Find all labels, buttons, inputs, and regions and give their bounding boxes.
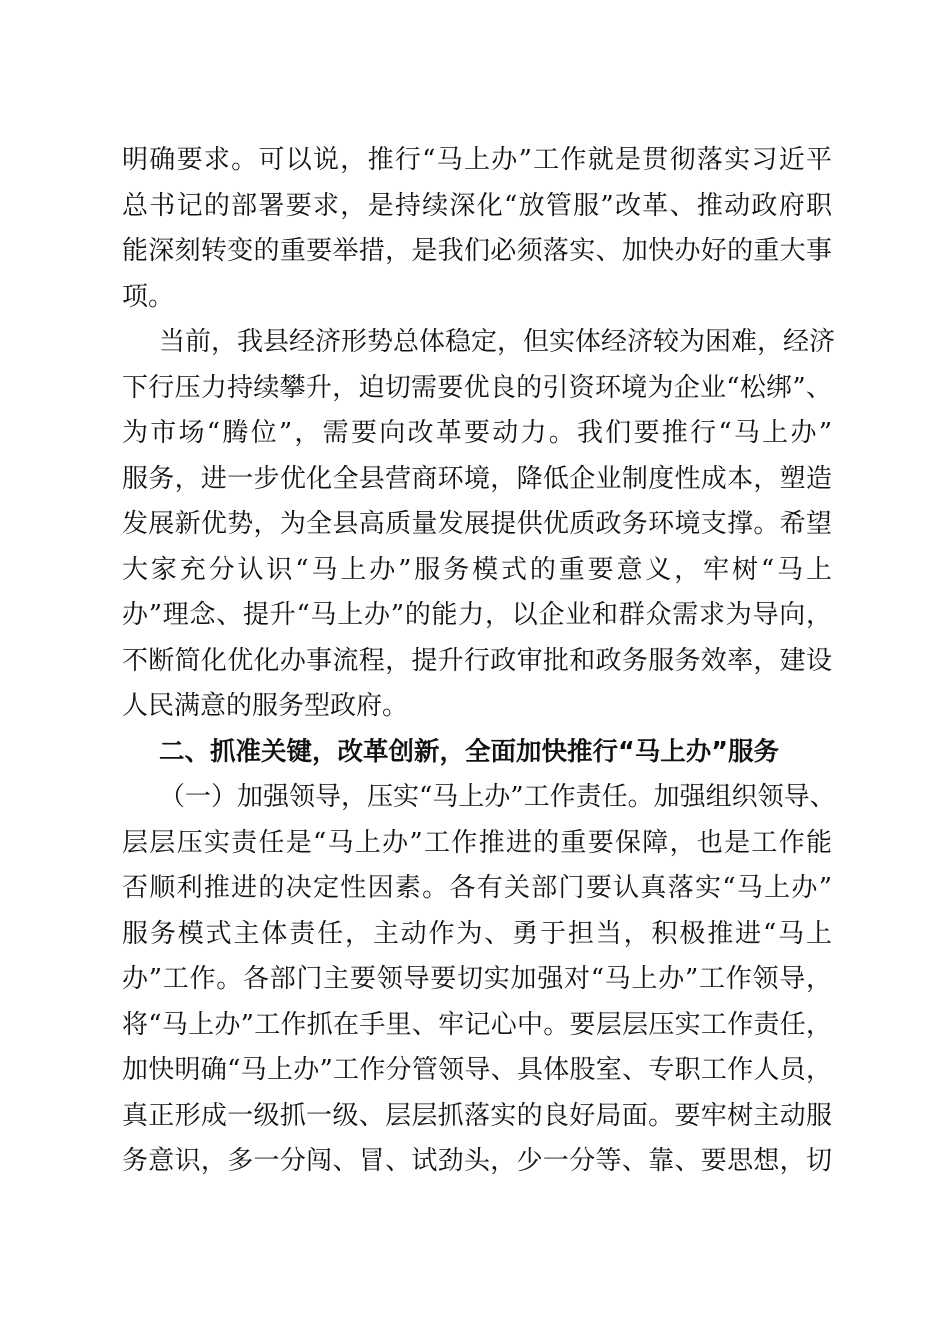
heading-line: 二、抓准关键，改革创新，全面加快推行“马上办”服务: [159, 736, 780, 767]
text-line: 发展新优势，为全县高质量发展提供优质政务环境支撑。希望: [122, 509, 832, 539]
text-line: 不断简化优化办事流程，提升行政审批和政务服务效率，建设: [122, 645, 832, 676]
text-line: 否顺利推进的决定性因素。各有关部门要认真落实“马上办”: [122, 873, 832, 903]
text-line: 能深刻转变的重要举措，是我们必须落实、加快办好的重大事: [122, 236, 832, 266]
text-line: 大家充分认识“马上办”服务模式的重要意义，牢树“马上: [122, 554, 832, 585]
text-line: 将“马上办”工作抓在手里、牢记心中。要层层压实工作责任，: [122, 1009, 832, 1040]
text-line: 服务，进一步优化全县营商环境，降低企业制度性成本，塑造: [122, 463, 832, 494]
paragraph-3: [122, 775, 836, 1185]
text-line: 项。: [122, 281, 175, 312]
text-line: 下行压力持续攀升，迫切需要优良的引资环境为企业“松绑”、: [122, 372, 832, 403]
section-heading: [122, 730, 832, 776]
text-line: 务意识，多一分闯、冒、试劲头，少一分等、靠、要思想，切: [122, 1146, 832, 1176]
text-line: 加快明确“马上办”工作分管领导、具体股室、专职工作人员，: [122, 1055, 832, 1085]
paragraph-2: [122, 320, 836, 730]
text-line: （一）加强领导，压实“马上办”工作责任。加强组织领导、: [159, 782, 836, 812]
text-line: 办”理念、提升“马上办”的能力，以企业和群众需求为导向，: [122, 600, 832, 630]
text-line: 层层压实责任是“马上办”工作推进的重要保障，也是工作能: [122, 827, 832, 858]
text-line: 服务模式主体责任，主动作为、勇于担当，积极推进“马上: [122, 918, 832, 949]
text-line: 总书记的部署要求，是持续深化“放管服”改革、推动政府职: [122, 190, 832, 221]
text-line: 人民满意的服务型政府。: [122, 691, 409, 721]
body-text: [122, 138, 836, 1185]
text-line: 明确要求。可以说，推行“马上办”工作就是贯彻落实习近平: [122, 145, 832, 175]
text-line: 为市场“腾位”，需要向改革要动力。我们要推行“马上办”: [122, 418, 832, 448]
text-line: 真正形成一级抓一级、层层抓落实的良好局面。要牢树主动服: [122, 1100, 832, 1131]
text-line: 办”工作。各部门主要领导要切实加强对“马上办”工作领导，: [122, 964, 832, 994]
text-line: 当前，我县经济形势总体稳定，但实体经济较为困难，经济: [159, 327, 836, 357]
paragraph-1: [122, 138, 832, 320]
